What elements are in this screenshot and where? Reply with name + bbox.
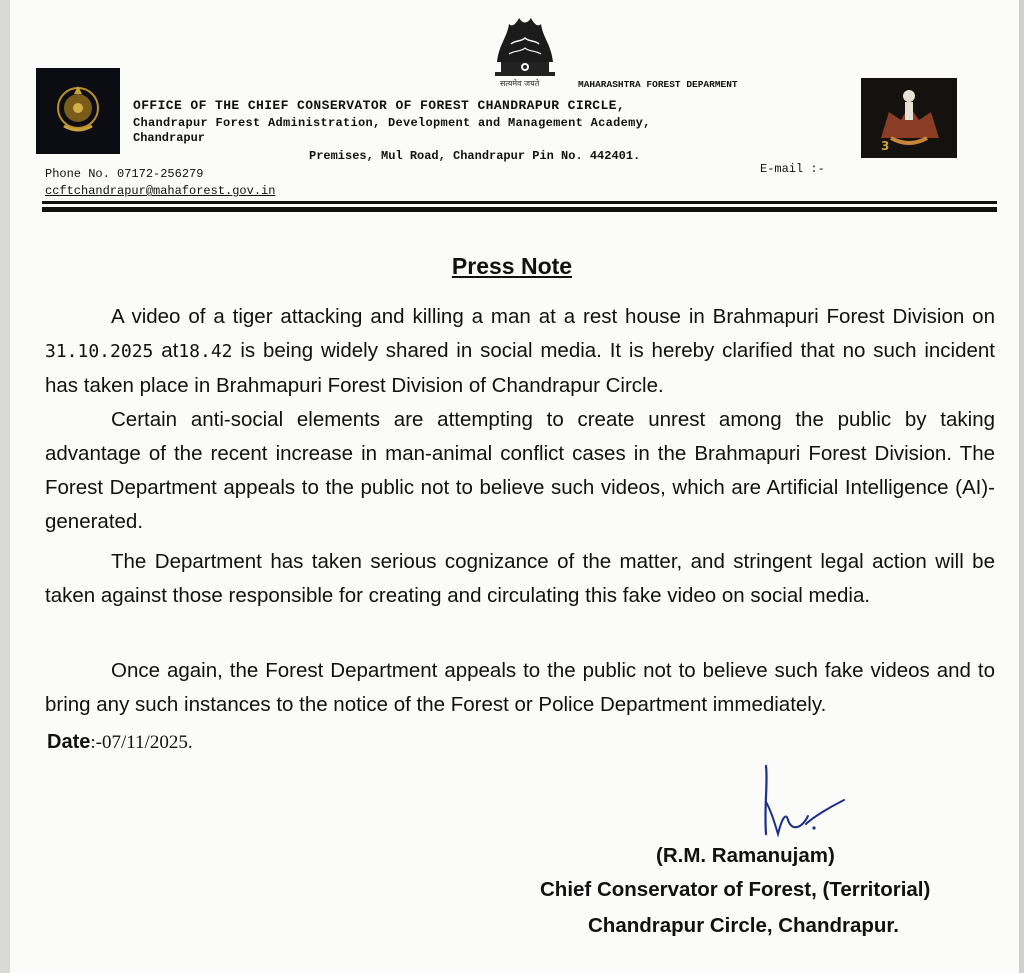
paragraph-4: Once again, the Forest Department appeals to the public not to believe such fake videos and to bring any such instances to the notice of the Forest or Police Department immediately.: [45, 659, 995, 716]
header-rule-thick: [42, 207, 997, 212]
handwritten-signature: [752, 762, 852, 844]
signatory-name: (R.M. Ramanujam): [656, 844, 835, 867]
academy-line-1: Chandrapur Forest Administration, Development and Management Academy,: [133, 116, 651, 130]
scan-border-left: [0, 0, 10, 973]
paragraph-1: [45, 300, 995, 403]
signatory-designation: Chief Conservator of Forest, (Territorial): [540, 878, 931, 901]
email-label: E-mail :-: [760, 162, 825, 176]
scan-border-right: [1019, 0, 1024, 973]
forest-department-badge-logo: [36, 68, 120, 154]
paragraph-1-text-c: is being widely shared in social media. It is hereby clarified that no such incident has taken place in Brahmapuri Forest Division of Chandrapur Circle.: [45, 339, 996, 397]
emblem-motto: सत्यमेव जयते: [500, 79, 540, 88]
phone-number: Phone No. 07172-256279: [45, 167, 204, 181]
paragraph-1-text-b: at: [161, 339, 179, 362]
paragraph-2: Certain anti-social elements are attempting to create unrest among the public by taking advantage of the recent increase in man-animal conflict cases in the Brahmapuri Forest Division. The Forest Department appeals to the public not to believe such videos, which are Artificial Intelligence (AI)-generated.: [45, 408, 995, 533]
incident-time: 18.42: [178, 341, 233, 362]
academy-line-2: Chandrapur: [133, 131, 206, 145]
paragraph-3: The Department has taken serious cognizance of the matter, and stringent legal action will be taken against those responsible for creating and circulating this fake video on social media.: [45, 550, 995, 607]
national-emblem-icon: [487, 14, 563, 86]
signatory-circle: Chandrapur Circle, Chandrapur.: [588, 914, 899, 937]
paragraph-1-text-a: A video of a tiger attacking and killing a man at a rest house in Brahmapuri Forest Division on: [111, 305, 995, 328]
press-note-title: Press Note: [451, 253, 573, 279]
academy-emblem-logo: [861, 78, 957, 158]
date-label: Date: [47, 731, 91, 753]
svg-text:3: 3: [881, 139, 890, 153]
office-title: OFFICE OF THE CHIEF CONSERVATOR OF FOREST CHANDRAPUR CIRCLE,: [133, 98, 626, 113]
header-rule-thin: [42, 201, 997, 204]
office-address: Premises, Mul Road, Chandrapur Pin No. 442401.: [309, 149, 641, 163]
press-note-date: [47, 731, 193, 754]
email-address: ccftchandrapur@mahaforest.gov.in: [45, 184, 276, 198]
incident-date: 31.10.2025: [45, 341, 154, 362]
date-value: :-07/11/2025.: [90, 732, 193, 753]
department-name: MAHARASHTRA FOREST DEPARMENT: [578, 79, 738, 90]
